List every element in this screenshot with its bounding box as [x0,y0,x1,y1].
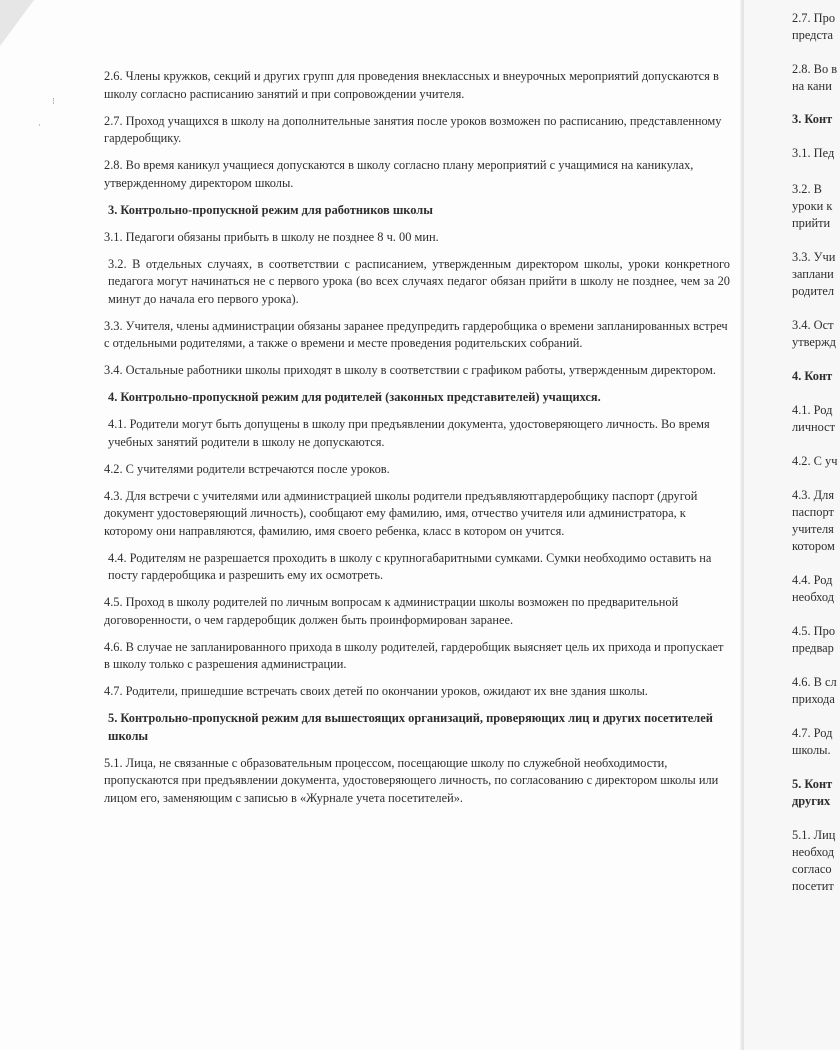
adjacent-page-line: предста [792,28,834,42]
adjacent-page-line: 5. Конт [792,777,833,791]
section-heading-4: 4. Контрольно-пропускной режим для родителей (законных представителей) учащихся. [108,390,601,404]
adjacent-page-line: 5.1. Лиц [792,828,836,842]
adjacent-page-line: необход [792,590,835,604]
adjacent-page-line: 4.5. Про [792,624,836,638]
paragraph-4-7: 4.7. Родители, пришедшие встречать своих детей по окончании уроков, ожидают их вне здания школы. [104,684,648,698]
adjacent-page-line: 4.3. Для [792,488,835,502]
adjacent-page-line: предвар [792,641,834,655]
adjacent-page-line: 4.7. Род [792,726,833,740]
adjacent-page-line: школы. [792,743,831,757]
paragraph-4-6: 4.6. В случае не запланированного прихода в школу родителей, гардеробщик выясняет цель их прихода и пропускает в школу только с разрешения администрации. [104,639,724,671]
adjacent-page-line: 4.6. В сл [792,675,837,689]
adjacent-page-line: прихода [792,692,835,706]
paragraph-3-3: 3.3. Учителя, члены администрации обязаны заранее предупредить гардеробщика о времени запланированных встреч с отдельными родителями, а также о времени и месте проведения родительских собраний. [104,318,728,350]
adjacent-page-line: заплани [792,267,834,281]
paragraph-2-7: 2.7. Проход учащихся в школу на дополнительные занятия после уроков возможен по расписанию, представленному гардеробщику. [104,113,722,145]
adjacent-page-line: 2.7. Про [792,11,836,25]
adjacent-page-line: прийти [792,216,831,230]
adjacent-page-line: других [792,794,831,808]
adjacent-page-line: паспорт [792,505,834,519]
adjacent-page-line: 2.8. Во в [792,62,838,76]
paragraph-4-4: 4.4. Родителям не разрешается проходить в школу с крупногабаритными сумками. Сумки необходимо оставить на посту гардеробщика и разрешить ему их осмотреть. [108,550,712,582]
scan-speck: ⁝ [52,96,55,106]
paragraph-4-3: 4.3. Для встречи с учителями или администрацией школы родители предъявляютгардеробщику паспорт (другой документ удостоверяющий личность), сообщают ему фамилию, имя, отчество учителя или администратора, к которому они направляются, фамилию, имя своего ребенка, класс в котором он учится. [104,488,698,538]
adjacent-page-line: 4. Конт [792,369,833,383]
adjacent-page-line: согласо [792,862,832,876]
paragraph-4-1: 4.1. Родители могут быть допущены в школу при предъявлении документа, удостоверяющего личность. Во время учебных занятий родители в школу не допускаются. [108,417,710,449]
scan-speck: · [38,120,41,130]
adjacent-page-line: котором [792,539,835,553]
paragraph-5-1: 5.1. Лица, не связанные с образовательным процессом, посещающие школу по служебной необходимости, пропускаются при предъявлении документа, удостоверяющего личность, по согласованию с директором школы или лицом его, заменяющим с записью в «Журнале учета посетителей». [104,755,719,805]
adjacent-page-line: посетит [792,879,834,893]
paragraph-2-6: 2.6. Члены кружков, секций и других групп для проведения внеклассных и внеурочных мероприятий допускаются в школу согласно расписанию занятий и при сопровождении учителя. [104,69,719,101]
adjacent-page-line: на кани [792,79,832,93]
paragraph-3-4: 3.4. Остальные работники школы приходят в школу в соответствии с графиком работы, утвержденным директором. [104,363,716,377]
adjacent-page-line: необход [792,845,835,859]
adjacent-page-line: учителя [792,522,834,536]
paragraph-2-8: 2.8. Во время каникул учащиеся допускаются в школу согласно плану мероприятий с учащимися на каникулах, утвержденному директором школы. [104,158,694,190]
adjacent-page-line: 4.4. Род [792,573,833,587]
adjacent-page-line: 3.3. Учи [792,250,836,264]
section-heading-3: 3. Контрольно-пропускной режим для работников школы [108,202,433,217]
adjacent-page-line: 3. Конт [792,112,833,126]
adjacent-page-line: 4.2. С уч [792,454,838,468]
page-corner-fold [0,0,34,46]
document-body [104,68,730,817]
paragraph-3-2: 3.2. В отдельных случаях, в соответствии с расписанием, утвержденным директором школы, уроки конкретного педагога могут начинаться не с первого урока (во всех случаях педагог обязан прийти в школу не позднее, чем за 20 минут до начала его первого урока). [108,256,730,306]
adjacent-page-line: 3.2. В [792,182,822,196]
adjacent-page-line: 3.1. Пед [792,146,835,160]
adjacent-page-line: 3.4. Ост [792,318,834,332]
paragraph-4-2: 4.2. С учителями родители встречаются после уроков. [104,461,390,476]
adjacent-page-line: 4.1. Род [792,403,833,417]
paragraph-3-1: 3.1. Педагоги обязаны прибыть в школу не позднее 8 ч. 00 мин. [104,229,439,244]
adjacent-page-line: уроки к [792,199,833,213]
section-heading-5: 5. Контрольно-пропускной режим для вышестоящих организаций, проверяющих лиц и других посетителей школы [108,711,713,743]
adjacent-page-line: личност [792,420,836,434]
adjacent-page-line: утвержд [792,335,836,349]
paragraph-4-5: 4.5. Проход в школу родителей по личным вопросам к администрации школы возможен по предварительной договоренности, о чем гардеробщик должен быть проинформирован заранее. [104,595,679,627]
adjacent-page-line: родител [792,284,835,298]
